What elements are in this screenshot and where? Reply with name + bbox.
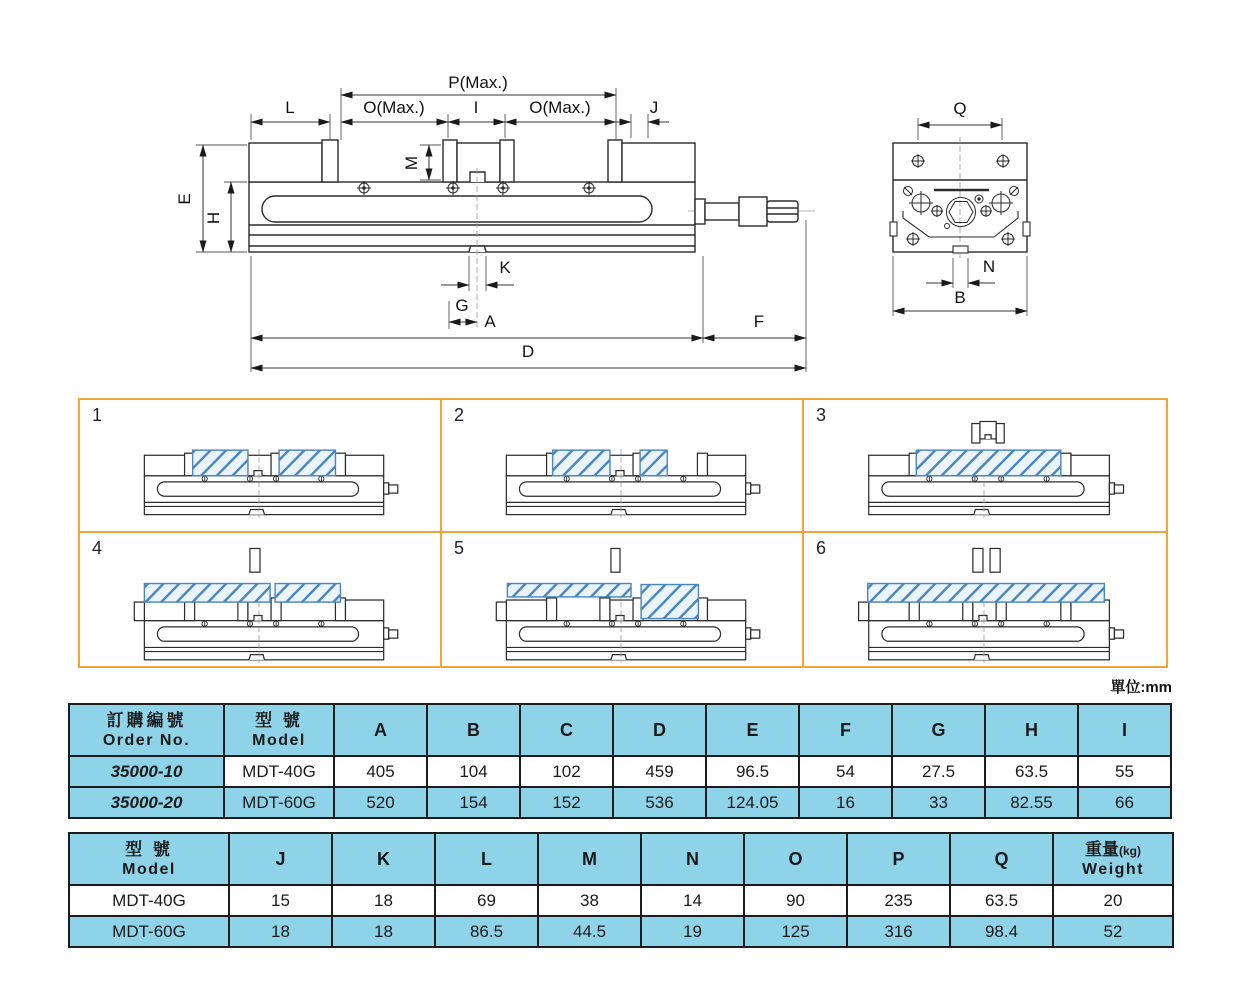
unit-note: 單位:mm	[1110, 679, 1172, 696]
workpiece-hatch	[279, 450, 335, 476]
dimension-table-1	[68, 703, 1172, 819]
removed-center-jaw	[972, 421, 1004, 442]
header-col-p: P	[847, 833, 950, 885]
dimension-table-2	[68, 832, 1174, 948]
dim-label-o-right: O(Max.)	[529, 98, 591, 117]
removed-jaw-spacer	[973, 548, 983, 572]
dim-label-k: K	[499, 258, 511, 277]
technical-drawing	[0, 0, 1240, 395]
header-order-no	[69, 704, 224, 756]
header-col-e: E	[706, 704, 799, 756]
header-weight-en: Weight	[1081, 861, 1145, 879]
order-no-cell: 35000-20	[69, 787, 224, 818]
end-view	[890, 137, 1030, 258]
workpiece-hatch	[275, 584, 340, 603]
workpiece-hatch	[916, 450, 1061, 476]
panel-number: 5	[454, 538, 465, 558]
workpiece-hatch	[868, 584, 1105, 603]
value-cell: 405	[334, 756, 427, 787]
value-cell: 55	[1078, 756, 1171, 787]
value-cell: 54	[799, 756, 892, 787]
clamping-diagram-3	[804, 400, 1166, 531]
header-col-o: O	[744, 833, 847, 885]
dim-label-p: P(Max.)	[448, 73, 508, 92]
value-cell: 38	[538, 885, 641, 916]
header-col-a: A	[334, 704, 427, 756]
dim-label-f: F	[753, 312, 765, 331]
header-col-d: D	[613, 704, 706, 756]
value-cell: 152	[520, 787, 613, 818]
clamping-example-5	[442, 533, 804, 666]
model-cell: MDT-60G	[224, 787, 334, 818]
value-cell: 18	[332, 885, 435, 916]
dim-label-j: J	[649, 98, 659, 117]
header-col-q: Q	[950, 833, 1053, 885]
value-cell: 44.5	[538, 916, 641, 947]
dim-label-e: E	[175, 193, 194, 205]
header-order-en: Order No.	[102, 732, 191, 750]
header-model	[224, 704, 334, 756]
value-cell: 33	[892, 787, 985, 818]
removed-jaw-spacer	[611, 548, 620, 572]
model-cell: MDT-60G	[69, 916, 229, 947]
value-cell: 520	[334, 787, 427, 818]
dim-label-i: I	[473, 98, 479, 117]
clamping-example-3	[804, 400, 1166, 533]
value-cell: 96.5	[706, 756, 799, 787]
removed-jaw-spacer	[250, 548, 260, 572]
value-cell: 18	[332, 916, 435, 947]
dim-label-q: Q	[953, 99, 967, 118]
header-weight	[1053, 833, 1173, 885]
header-model-en: Model	[122, 861, 176, 879]
value-cell: 86.5	[435, 916, 538, 947]
value-cell: 27.5	[892, 756, 985, 787]
table-row	[69, 787, 1171, 818]
clamping-diagram-2	[442, 400, 802, 531]
workpiece-hatch	[640, 450, 667, 476]
clamping-example-4	[80, 533, 442, 666]
value-cell: 82.55	[985, 787, 1078, 818]
removed-jaw-spacer	[990, 548, 1000, 572]
value-cell: 124.05	[706, 787, 799, 818]
value-cell: 459	[613, 756, 706, 787]
model-cell: MDT-40G	[224, 756, 334, 787]
left-nub	[859, 602, 869, 621]
value-cell: 154	[427, 787, 520, 818]
side-view	[249, 140, 815, 330]
panel-number: 2	[454, 405, 465, 425]
dim-label-g: G	[455, 296, 469, 315]
clamping-diagram-5	[442, 533, 802, 666]
header-col-n: N	[641, 833, 744, 885]
header-model-zh: 型 號	[255, 710, 303, 730]
value-cell: 235	[847, 885, 950, 916]
panel-number: 4	[92, 538, 103, 558]
value-cell: 98.4	[950, 916, 1053, 947]
header-model-zh: 型 號	[125, 839, 173, 859]
header-col-j: J	[229, 833, 332, 885]
dim-label-b: B	[954, 288, 966, 307]
workpiece-hatch	[144, 584, 270, 603]
clamping-example-2	[442, 400, 804, 533]
header-col-h: H	[985, 704, 1078, 756]
panel-number: 1	[92, 405, 103, 425]
value-cell: 63.5	[950, 885, 1053, 916]
value-cell: 69	[435, 885, 538, 916]
dim-label-o-left: O(Max.)	[363, 98, 425, 117]
value-cell: 125	[744, 916, 847, 947]
header-col-l: L	[435, 833, 538, 885]
table-row	[69, 756, 1171, 787]
value-cell: 15	[229, 885, 332, 916]
dim-label-l: L	[285, 98, 295, 117]
header-col-f: F	[799, 704, 892, 756]
header-col-i: I	[1078, 704, 1171, 756]
weight-cell: 20	[1053, 885, 1173, 916]
workpiece-hatch	[507, 584, 631, 597]
workpiece-hatch	[641, 585, 698, 619]
clamping-examples-grid	[78, 398, 1168, 668]
dim-label-n: N	[982, 257, 996, 276]
header-weight-zh: 重量	[1085, 839, 1119, 859]
header-col-k: K	[332, 833, 435, 885]
value-cell: 536	[613, 787, 706, 818]
dim-label-a: A	[484, 312, 496, 331]
clamping-example-6	[804, 533, 1166, 666]
value-cell: 316	[847, 916, 950, 947]
lead-screw	[688, 197, 815, 226]
weight-cell: 52	[1053, 916, 1173, 947]
header-col-c: C	[520, 704, 613, 756]
value-cell: 16	[799, 787, 892, 818]
value-cell: 90	[744, 885, 847, 916]
value-cell: 104	[427, 756, 520, 787]
table-1-header-row	[69, 704, 1171, 756]
table-2-header-row	[69, 833, 1173, 885]
workpiece-hatch	[193, 450, 248, 476]
value-cell: 18	[229, 916, 332, 947]
dim-label-h: H	[204, 211, 223, 225]
panel-number: 6	[816, 538, 827, 558]
workpiece-hatch	[553, 450, 610, 476]
header-weight-unit: (kg)	[1119, 843, 1141, 858]
value-cell: 19	[641, 916, 744, 947]
dim-label-d: D	[521, 342, 535, 361]
clamping-diagram-1	[80, 400, 440, 531]
left-nub	[134, 602, 144, 621]
value-cell: 63.5	[985, 756, 1078, 787]
header-model-en: Model	[252, 732, 306, 750]
clamping-diagram-6	[804, 533, 1166, 666]
panel-number: 3	[816, 405, 827, 425]
model-cell: MDT-40G	[69, 885, 229, 916]
clamping-example-1	[80, 400, 442, 533]
header-col-b: B	[427, 704, 520, 756]
header-model	[69, 833, 229, 885]
order-no-cell: 35000-10	[69, 756, 224, 787]
dim-label-m: M	[402, 155, 421, 171]
table-row	[69, 916, 1173, 947]
header-col-m: M	[538, 833, 641, 885]
value-cell: 102	[520, 756, 613, 787]
header-col-g: G	[892, 704, 985, 756]
clamping-diagram-4	[80, 533, 440, 666]
value-cell: 14	[641, 885, 744, 916]
left-nub	[496, 602, 506, 621]
header-order-zh: 訂購編號	[106, 710, 187, 730]
value-cell: 66	[1078, 787, 1171, 818]
table-row	[69, 885, 1173, 916]
